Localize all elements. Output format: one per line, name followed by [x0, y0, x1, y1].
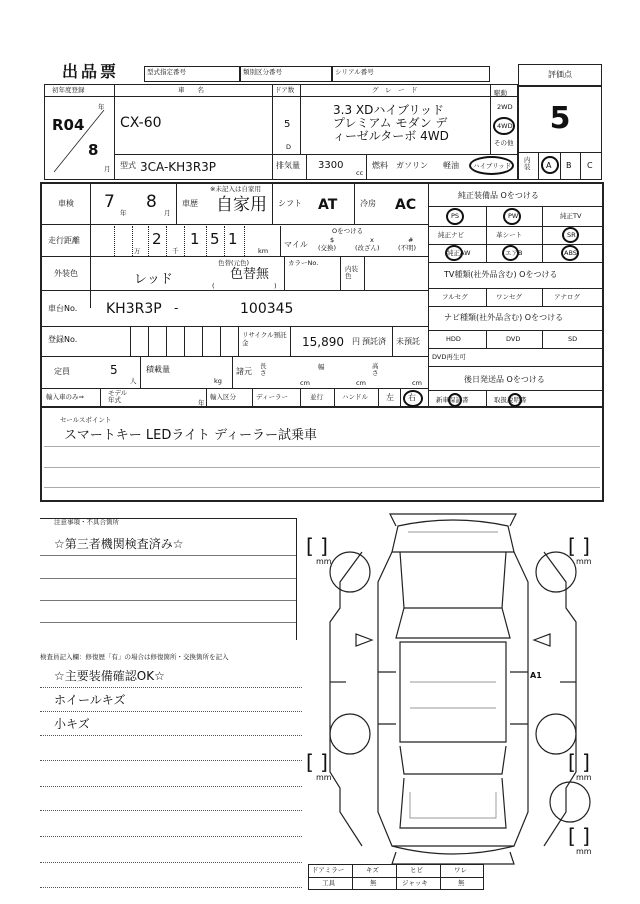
equip-sr: SR: [567, 231, 576, 239]
chassis-prefix: KH3R3P: [106, 301, 162, 317]
mileage-digit-3: 5: [210, 230, 220, 248]
recycle-deposit: 15,890: [302, 335, 344, 349]
interior-a: A: [546, 161, 552, 170]
displacement: 3300: [318, 160, 344, 171]
inspector-line-3: 小キズ: [54, 717, 90, 731]
mileage-digit-1: 2: [152, 230, 162, 248]
class-number-box: 類別区分番号: [240, 66, 332, 82]
notes-line-1: ☆第三者機関検査済み☆: [54, 537, 184, 551]
chassis-number: 100345: [240, 301, 294, 317]
car-damage-diagram: [300, 512, 606, 872]
mileage-digit-4: 1: [228, 230, 238, 248]
equip-airbag: エアB: [505, 249, 523, 257]
bracket-spare: [ ]: [568, 824, 590, 848]
door-count: 5: [284, 119, 291, 130]
equip-pw: PW: [508, 212, 519, 220]
registration-year: R04: [52, 116, 85, 134]
mileage-digit-2: 1: [190, 230, 200, 248]
serial-number-box: シリアル番号: [332, 66, 490, 82]
damage-mark-a1: A1: [530, 671, 542, 680]
drive-4wd: 4WD: [497, 122, 513, 130]
equip-aw: 純正AW: [447, 249, 471, 257]
fuel-hybrid-circle: [469, 156, 514, 175]
bracket-fl: [ ]: [306, 534, 328, 558]
type-number-box: 型式指定番号: [144, 66, 240, 82]
capacity-value: 5: [110, 363, 118, 377]
bracket-fr: [ ]: [568, 534, 590, 558]
rating-box: [518, 86, 602, 152]
equip-abs-circle: [561, 245, 579, 261]
rating-header: 評価点: [518, 64, 602, 86]
history-value: 自家用: [216, 195, 267, 215]
equip-abs: ABS: [564, 249, 577, 257]
grade-line-1: 3.3 XDハイブリッド: [333, 103, 445, 117]
repaint-value: 色替無: [230, 267, 270, 282]
equip-sr-circle: [562, 227, 579, 243]
shaken-month: 8: [146, 192, 157, 212]
form-title: 出品票: [62, 62, 120, 81]
handle-right: 右: [408, 393, 416, 402]
bracket-rr: [ ]: [568, 750, 590, 774]
grade-line-3: ィーゼルターボ 4WD: [333, 129, 449, 143]
rating-value: 5: [549, 101, 571, 136]
equip-ps: PS: [451, 212, 460, 220]
inspector-line-2: ホイールキズ: [54, 693, 126, 707]
car-name: CX-60: [120, 115, 162, 131]
drive-4wd-circle: [493, 117, 515, 135]
warranty-circle: [448, 393, 462, 407]
equip-airbag-circle: [502, 245, 519, 261]
equip-ps-circle: [446, 208, 464, 225]
grade-line-2: プレミアム モダン デ: [333, 116, 448, 130]
manual-circle: [508, 393, 522, 407]
equip-pw-circle: [503, 208, 521, 225]
bracket-rl: [ ]: [306, 750, 328, 774]
equip-aw-circle: [445, 245, 463, 261]
interior-a-circle: [541, 156, 559, 174]
shaken-year: 7: [104, 192, 115, 212]
ac-value: AC: [395, 197, 417, 213]
registration-month: 8: [88, 141, 99, 159]
exterior-color: レッド: [134, 272, 173, 287]
shift-value: AT: [318, 197, 338, 213]
inspector-line-1: ☆主要装備確認OK☆: [54, 669, 165, 683]
sales-point-text: スマートキー LEDライト ディーラー試乗車: [64, 428, 318, 443]
handle-right-circle: [403, 390, 423, 407]
model-code: 3CA-KH3R3P: [140, 160, 217, 174]
registration-slash: [50, 106, 110, 176]
